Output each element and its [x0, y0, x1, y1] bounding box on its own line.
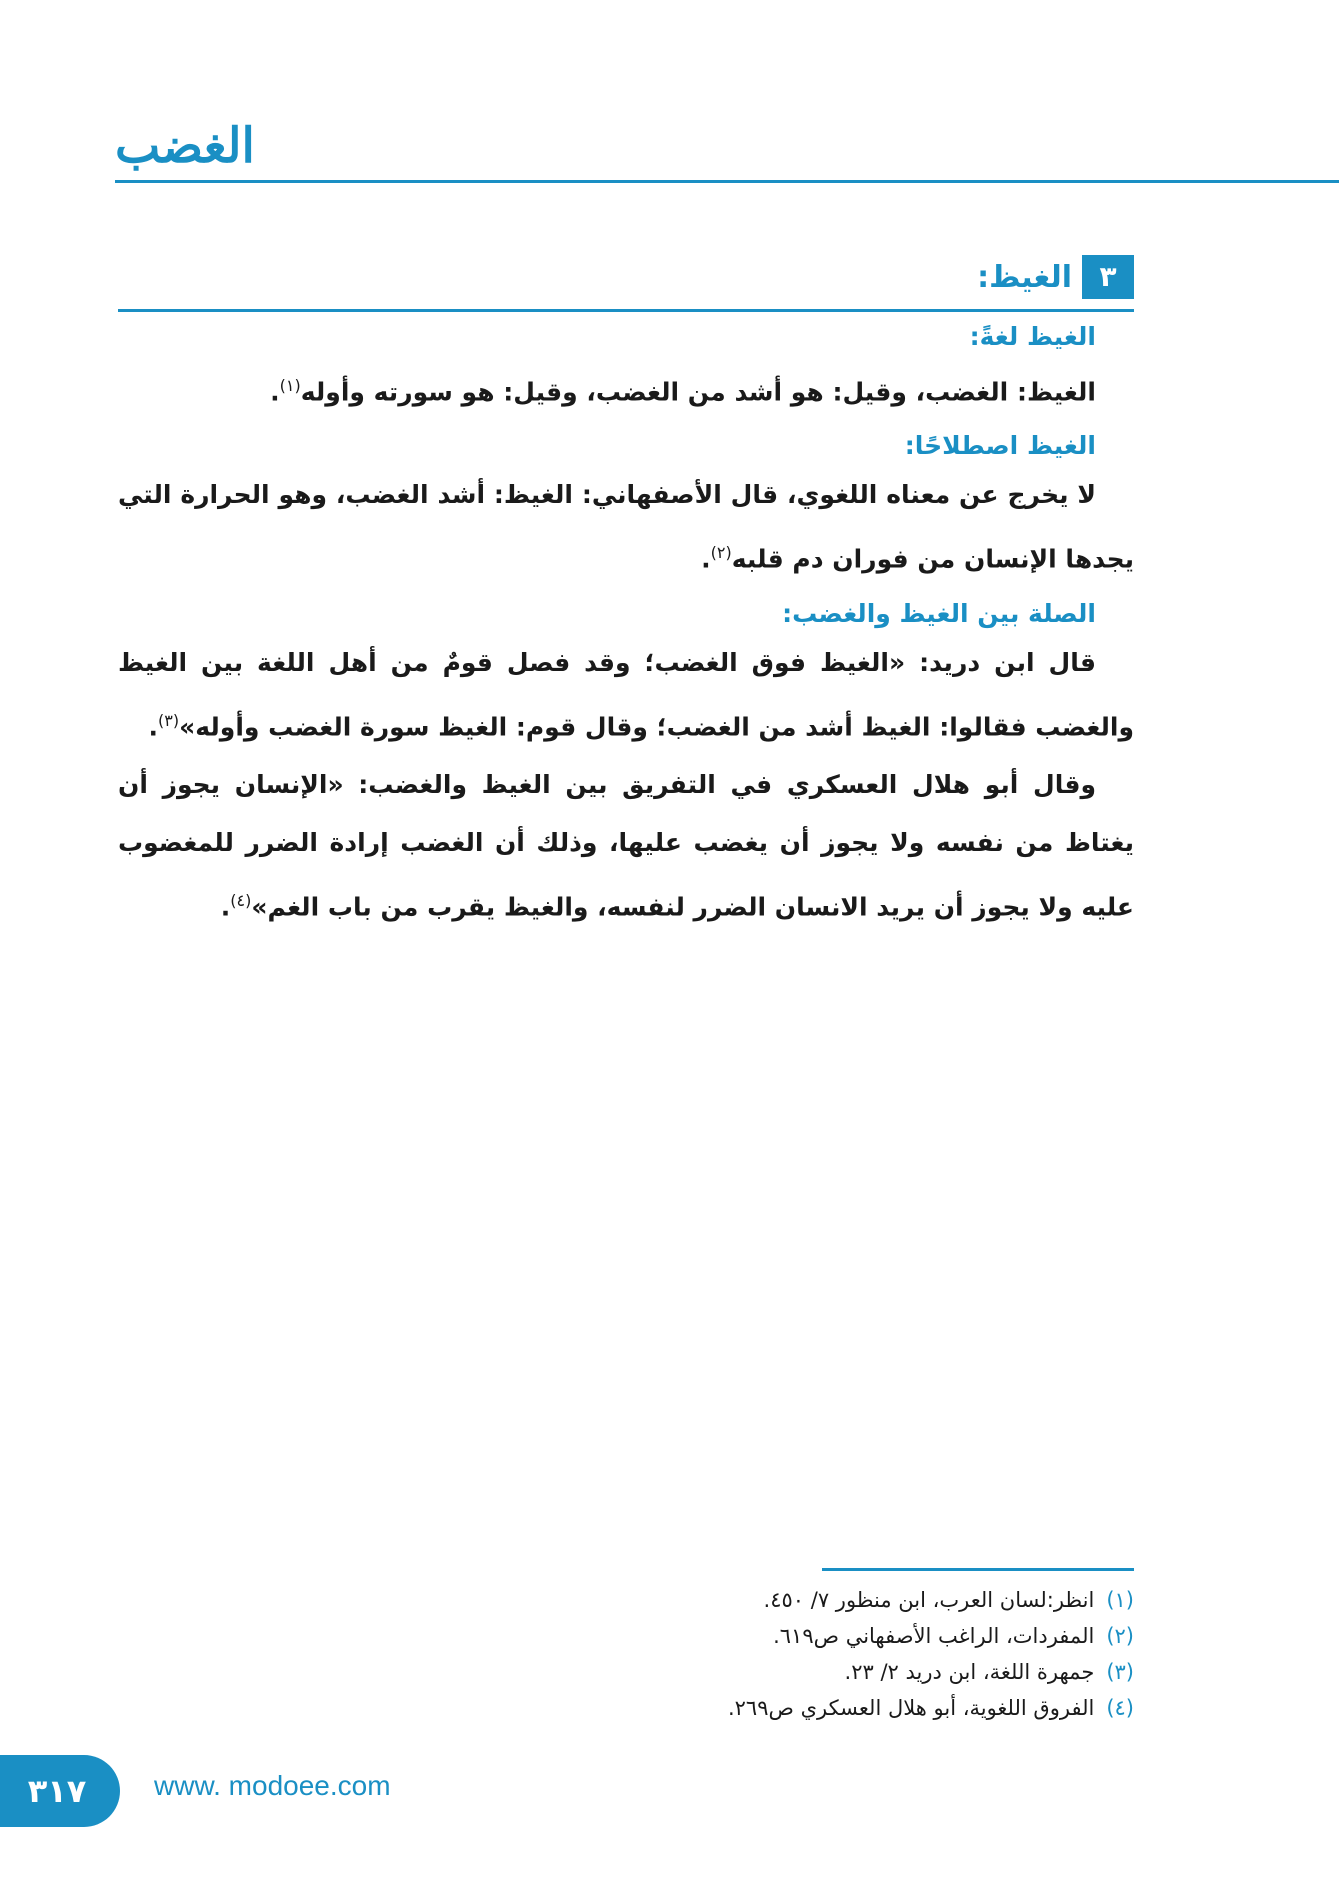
- paragraph-askari: [118, 756, 1134, 936]
- footnotes-list: [560, 1582, 1134, 1726]
- subhead-relation: الصلة بين الغيظ والغضب:: [782, 598, 1096, 628]
- footnote-item: [560, 1690, 1134, 1726]
- footnote-ref[interactable]: (١): [279, 376, 301, 395]
- footnote-ref[interactable]: (٢): [710, 543, 732, 563]
- footnote-text: جمهرة اللغة، ابن دريد ٢/ ٢٣.: [844, 1660, 1095, 1684]
- header-rule: [115, 180, 1339, 183]
- footnote-ref[interactable]: (٣): [157, 710, 180, 730]
- footnote-item: [560, 1582, 1134, 1618]
- paragraph-text: الغيظ: الغضب، وقيل: هو أشد من الغضب، وقيل: هو سورته وأوله: [300, 377, 1096, 407]
- paragraph-end: .: [148, 711, 158, 741]
- paragraph-text: لا يخرج عن معناه اللغوي، قال الأصفهاني: الغيظ: أشد الغضب، وهو الحرارة التي يجدها الإنسان من فوران دم قلبه: [118, 480, 1134, 574]
- footnote-text: انظر:لسان العرب، ابن منظور ٧/ ٤٥٠.: [763, 1588, 1095, 1612]
- footnote-item: [560, 1654, 1134, 1690]
- footnote-item: [560, 1618, 1134, 1654]
- section-title: الغيظ:: [977, 259, 1072, 295]
- paragraph-text: قال ابن دريد: «الغيظ فوق الغضب؛ وقد فصل قومٌ من أهل اللغة بين الغيظ والغضب فقالوا: الغيظ أشد من الغضب؛ وقال قوم: الغيظ سورة الغضب وأوله»: [118, 647, 1134, 741]
- footnote-number: (٤): [1106, 1696, 1134, 1720]
- footnote-ref[interactable]: (٤): [230, 890, 252, 910]
- footnote-rule: [822, 1568, 1134, 1571]
- website-link[interactable]: www. modoee.com: [154, 1770, 391, 1801]
- paragraph-end: .: [220, 892, 231, 922]
- page-number-badge: ٣١٧: [0, 1755, 120, 1827]
- subhead-technical: الغيظ اصطلاحًا:: [904, 431, 1096, 461]
- footnote-number: (٣): [1106, 1660, 1134, 1684]
- footnote-number: (١): [1106, 1588, 1134, 1612]
- paragraph-text: وقال أبو هلال العسكري في التفريق بين الغيظ والغضب: «الإنسان يجوز أن يغتاظ من نفسه ولا يجوز أن يغضب عليها، وذلك أن الغضب إرادة الضرر للمغضوب عليه ولا يجوز أن يريد الانسان الضرر لنفسه، والغيظ يقرب من باب الغم»: [118, 769, 1134, 922]
- chapter-title: الغضب: [115, 118, 255, 174]
- section-heading: [118, 255, 1134, 312]
- paragraph-technical: [118, 466, 1134, 588]
- section-number-badge: ٣: [1082, 255, 1134, 299]
- footnote-number: (٢): [1106, 1624, 1134, 1648]
- paragraph-ibn-durayd: [118, 634, 1134, 756]
- paragraph-end: .: [701, 544, 711, 574]
- footnote-text: المفردات، الراغب الأصفهاني ص٦١٩.: [773, 1624, 1095, 1648]
- section-body: [118, 255, 1134, 936]
- subhead-lexical: الغيظ لغةً:: [969, 322, 1096, 351]
- paragraph-lexical: [118, 357, 1134, 421]
- paragraph-end: .: [270, 377, 280, 407]
- footnote-text: الفروق اللغوية، أبو هلال العسكري ص٢٦٩.: [727, 1696, 1095, 1720]
